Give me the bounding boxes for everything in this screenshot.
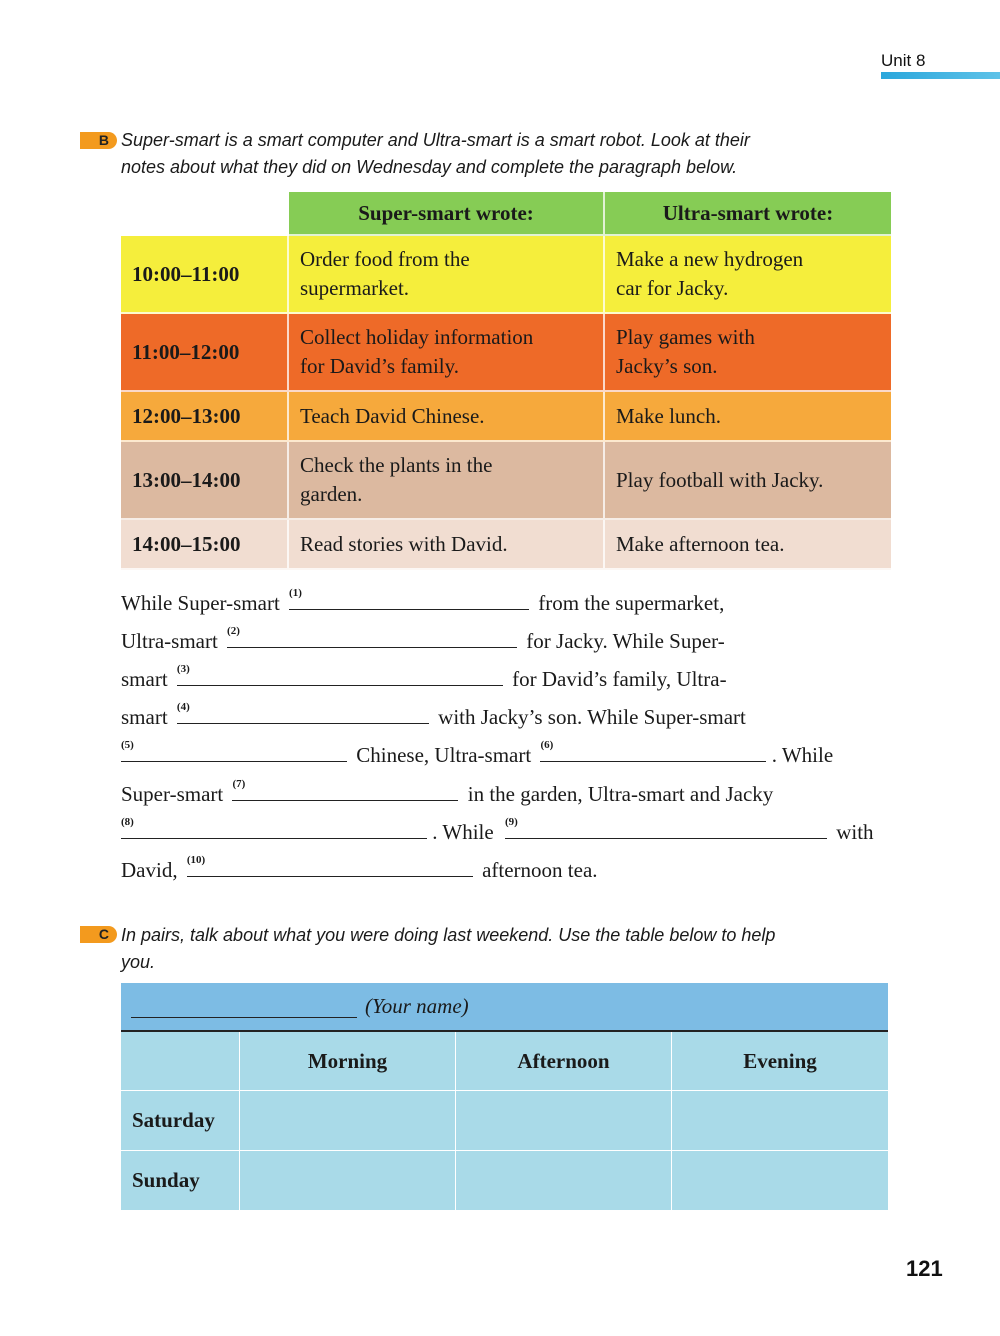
paragraph-line-1: [121, 588, 724, 618]
weekend-column-header-row: [121, 1032, 888, 1091]
ultra-smart-note-line-1: Make lunch.: [616, 403, 721, 428]
ultra-smart-note-line-2: Jacky’s son.: [616, 354, 718, 378]
your-name-label: (Your name): [365, 994, 469, 1018]
blank-number: (8): [121, 816, 134, 828]
schedule-table: [121, 192, 891, 570]
schedule-row: [121, 442, 891, 520]
weekend-row-saturday: [121, 1091, 888, 1151]
blank-8[interactable]: [121, 817, 427, 839]
schedule-header-row: [121, 192, 891, 236]
blank-number: (10): [186, 854, 206, 866]
text: smart: [121, 705, 168, 729]
sunday-morning-cell[interactable]: [240, 1151, 456, 1211]
text: from the supermarket,: [538, 591, 725, 615]
blank-2[interactable]: [227, 626, 517, 648]
paragraph-line-8: [121, 855, 598, 885]
text: smart: [121, 667, 168, 691]
super-smart-note-line-1: Read stories with David.: [300, 531, 508, 556]
text: Super-smart: [121, 782, 224, 806]
ultra-smart-note-line-1: Play games with: [616, 325, 755, 349]
blank-number: (4): [176, 701, 190, 713]
super-smart-note-line-1: Check the plants in the: [300, 453, 493, 477]
blank-4[interactable]: [177, 702, 429, 724]
schedule-time: 13:00–14:00: [121, 442, 289, 520]
super-smart-note: [289, 392, 605, 442]
ultra-smart-note-line-1: Play football with Jacky.: [616, 467, 824, 492]
row-label-saturday: Saturday: [121, 1091, 240, 1151]
row-label-sunday: Sunday: [121, 1151, 240, 1211]
section-c-instruction: [121, 922, 775, 976]
super-smart-note: [289, 314, 605, 392]
schedule-time: 12:00–13:00: [121, 392, 289, 442]
sunday-evening-cell[interactable]: [672, 1151, 888, 1211]
paragraph-line-6: [121, 779, 773, 809]
section-c-badge: C: [80, 926, 117, 943]
paragraph-line-4: [121, 702, 746, 732]
weekend-table-header: [121, 983, 888, 1032]
blank-9[interactable]: [505, 817, 827, 839]
blank-6[interactable]: [540, 740, 766, 762]
super-smart-header: Super-smart wrote:: [289, 192, 605, 236]
super-smart-note: [289, 236, 605, 314]
schedule-row: [121, 392, 891, 442]
blank-number: (9): [504, 816, 518, 828]
super-smart-note-line-2: garden.: [300, 482, 363, 506]
blank-10[interactable]: [187, 855, 473, 877]
blank-number: (5): [121, 739, 134, 751]
section-b-instruction: [121, 127, 750, 181]
super-smart-note-line-2: for David’s family.: [300, 354, 460, 378]
section-c-instruction-line-1: In pairs, talk about what you were doing last weekend. Use the table below to help: [121, 925, 776, 945]
blank-number: (3): [176, 663, 190, 675]
paragraph-line-7: [121, 817, 874, 847]
schedule-row: [121, 520, 891, 570]
paragraph-line-3: [121, 664, 727, 694]
unit-accent-bar: [881, 72, 1000, 79]
section-c-instruction-line-2: you.: [121, 952, 156, 972]
your-name-blank[interactable]: [131, 996, 357, 1018]
super-smart-note-line-1: Teach David Chinese.: [300, 403, 485, 428]
super-smart-note: [289, 442, 605, 520]
ultra-smart-note: [605, 442, 891, 520]
saturday-afternoon-cell[interactable]: [456, 1091, 672, 1151]
text: with: [836, 820, 874, 844]
blank-number: (1): [289, 587, 302, 599]
section-b-instruction-line-2: notes about what they did on Wednesday and complete the paragraph below.: [121, 157, 738, 177]
paragraph-line-5: [121, 740, 833, 770]
text: Ultra-smart: [121, 629, 218, 653]
column-morning: Morning: [240, 1032, 456, 1091]
text: for Jacky. While Super-: [526, 629, 725, 653]
ultra-smart-note: [605, 520, 891, 570]
ultra-smart-note-line-2: car for Jacky.: [616, 276, 729, 300]
column-evening: Evening: [672, 1032, 888, 1091]
saturday-evening-cell[interactable]: [672, 1091, 888, 1151]
super-smart-note-line-1: Order food from the: [300, 247, 470, 271]
blank-3[interactable]: [177, 664, 503, 686]
paragraph-line-2: [121, 626, 725, 656]
text: in the garden, Ultra-smart and Jacky: [467, 782, 774, 806]
sunday-afternoon-cell[interactable]: [456, 1151, 672, 1211]
super-smart-note-line-1: Collect holiday information: [300, 325, 534, 349]
ultra-smart-note: [605, 314, 891, 392]
text: afternoon tea.: [482, 858, 598, 882]
ultra-smart-header: Ultra-smart wrote:: [605, 192, 891, 236]
weekend-table: [121, 983, 888, 1211]
schedule-time: 10:00–11:00: [121, 236, 289, 314]
blank-number: (7): [232, 778, 246, 790]
text: Chinese, Ultra-smart: [356, 743, 532, 767]
weekend-grid: [121, 1032, 888, 1211]
section-b-instruction-line-1: Super-smart is a smart computer and Ultra-smart is a smart robot. Look at their: [121, 130, 750, 150]
schedule-time: 14:00–15:00: [121, 520, 289, 570]
section-b-badge: B: [80, 132, 117, 149]
super-smart-note-line-2: supermarket.: [300, 276, 410, 300]
text: . While: [432, 820, 494, 844]
column-afternoon: Afternoon: [456, 1032, 672, 1091]
weekend-row-sunday: [121, 1151, 888, 1211]
schedule-time: 11:00–12:00: [121, 314, 289, 392]
blank-1[interactable]: [289, 588, 529, 610]
schedule-row: [121, 236, 891, 314]
blank-number: (2): [227, 625, 240, 637]
text: While Super-smart: [121, 591, 280, 615]
text: with Jacky’s son. While Super-smart: [438, 705, 746, 729]
blank-number: (6): [540, 739, 554, 751]
ultra-smart-note-line-1: Make a new hydrogen: [616, 247, 804, 271]
blank-5[interactable]: [121, 740, 347, 762]
ultra-smart-note: [605, 236, 891, 314]
super-smart-note: [289, 520, 605, 570]
page-number: 121: [906, 1256, 943, 1281]
weekend-corner-cell: [121, 1032, 240, 1091]
schedule-header-empty: [121, 192, 289, 236]
schedule-row: [121, 314, 891, 392]
ultra-smart-note: [605, 392, 891, 442]
saturday-morning-cell[interactable]: [240, 1091, 456, 1151]
text: . While: [771, 743, 834, 767]
unit-label: Unit 8: [881, 51, 926, 70]
blank-7[interactable]: [232, 779, 458, 801]
text: for David’s family, Ultra-: [512, 667, 727, 691]
text: David,: [121, 858, 178, 882]
ultra-smart-note-line-1: Make afternoon tea.: [616, 531, 785, 556]
